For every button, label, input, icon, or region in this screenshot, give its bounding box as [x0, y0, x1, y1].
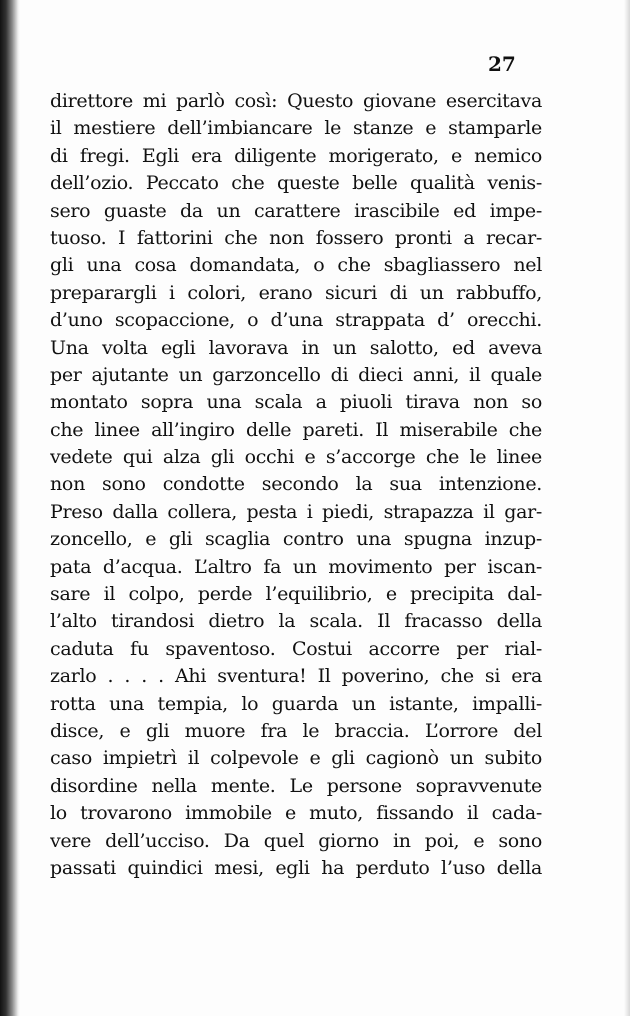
- text-line: vere dell’ucciso. Da quel giorno in poi, e sono: [50, 829, 542, 852]
- text-line: sare il colpo, perde l’equilibrio, e precipita dal-: [50, 583, 542, 606]
- text-line: gli una cosa domandata, o che sbagliassero nel: [50, 254, 542, 277]
- text-line: passati quindici mesi, egli ha perduto l’uso della: [50, 856, 542, 879]
- text-line: che linee all’ingiro delle pareti. Il miserabile che: [50, 418, 542, 441]
- text-line: disce, e gli muore fra le braccia. L’orrore del: [50, 719, 542, 742]
- text-line: non sono condotte secondo la sua intenzione.: [50, 473, 542, 496]
- text-line: vedete qui alza gli occhi e s’accorge che le linee: [50, 446, 542, 469]
- text-line: di fregi. Egli era diligente morigerato, e nemico: [50, 144, 542, 167]
- text-line: montato sopra una scala a piuoli tirava non so: [50, 391, 542, 414]
- text-line: pata d’acqua. L’altro fa un movimento per iscan-: [50, 555, 542, 578]
- text-line: direttore mi parlò così: Questo giovane esercitava: [50, 90, 542, 112]
- text-line: zarlo . . . . Ahi sventura! Il poverino, che si era: [50, 665, 542, 688]
- text-line: tuoso. I fattorini che non fossero pronti a recar-: [50, 226, 542, 249]
- text-line: d’uno scopaccione, o d’una strappata d’ orecchi.: [50, 309, 542, 332]
- body-text: [50, 88, 542, 882]
- text-line: per ajutante un garzoncello di dieci anni, il quale: [50, 363, 542, 386]
- text-line: preparargli i colori, erano sicuri di un rabbuffo,: [50, 281, 542, 304]
- text-line: caso impietrì il colpevole e gli cagionò un subito: [50, 747, 542, 770]
- text-line: rotta una tempia, lo guarda un istante, impalli-: [50, 692, 542, 715]
- text-line: Preso dalla collera, pesta i piedi, strapazza il gar-: [50, 500, 542, 523]
- page-number: 27: [488, 52, 516, 76]
- text-line: disordine nella mente. Le persone sopravvenute: [50, 774, 542, 797]
- text-line: sero guaste da un carattere irascibile ed impe-: [50, 199, 542, 222]
- page-edge-shadow: [624, 0, 630, 1016]
- text-line: lo trovarono immobile e muto, fissando il cada-: [50, 802, 542, 825]
- page-binding-shadow: [0, 0, 20, 1016]
- text-line: dell’ozio. Peccato che queste belle qualità venis-: [50, 172, 542, 195]
- text-line: il mestiere dell’imbiancare le stanze e stamparle: [50, 117, 542, 140]
- text-line: caduta fu spaventoso. Costui accorre per rial-: [50, 637, 542, 660]
- text-line: l’alto tirandosi dietro la scala. Il fracasso della: [50, 610, 542, 633]
- text-line: zoncello, e gli scaglia contro una spugna inzup-: [50, 528, 542, 551]
- text-line: Una volta egli lavorava in un salotto, ed aveva: [50, 336, 542, 359]
